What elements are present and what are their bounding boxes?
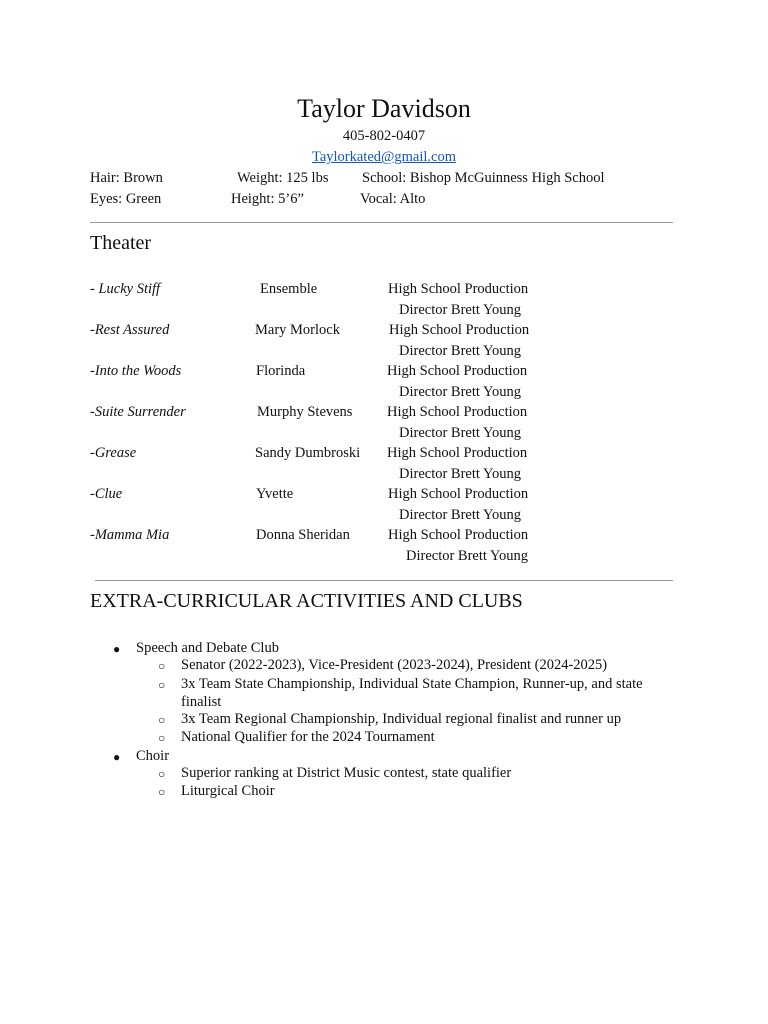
credit-director: Director Brett Young: [399, 384, 522, 400]
credit-role: Mary Morlock: [255, 322, 340, 338]
bullet-icon: ●: [113, 750, 121, 764]
sub-bullet-icon: ○: [158, 731, 166, 745]
credit-director: Director Brett Young: [399, 302, 522, 318]
stat-vocal: Vocal: Alto: [360, 191, 426, 207]
divider-rule: [95, 580, 673, 581]
activity-subitem: Liturgical Choir: [181, 783, 275, 799]
credit-show: - Lucky Stiff: [90, 281, 161, 297]
credit-role: Murphy Stevens: [257, 404, 353, 420]
bullet-icon: ●: [113, 642, 121, 656]
activity-item: Speech and Debate Club: [136, 640, 279, 656]
theater-heading: Theater: [90, 232, 152, 254]
credit-venue: High School Production: [387, 445, 528, 461]
credit-show: -Suite Surrender: [90, 404, 186, 420]
activity-subitem: Senator (2022-2023), Vice-President (2023-2024), President (2024-2025): [181, 657, 608, 673]
stat-eyes: Eyes: Green: [90, 191, 162, 207]
stat-height: Height: 5’6”: [231, 191, 304, 207]
credit-role: Donna Sheridan: [256, 527, 350, 543]
credit-director: Director Brett Young: [399, 507, 522, 523]
activity-subitem: National Qualifier for the 2024 Tournament: [181, 729, 435, 745]
credit-show: -Rest Assured: [90, 322, 170, 338]
sub-bullet-icon: ○: [158, 785, 166, 799]
credit-director: Director Brett Young: [399, 425, 522, 441]
email-line: [0, 149, 768, 166]
activity-subitem: Superior ranking at District Music contest, state qualifier: [181, 765, 512, 781]
sub-bullet-icon: ○: [158, 678, 166, 692]
credit-role: Sandy Dumbroski: [255, 445, 361, 461]
email-link[interactable]: Taylorkated@gmail.com: [311, 149, 456, 165]
activity-item: Choir: [136, 748, 170, 764]
stat-weight: Weight: 125 lbs: [237, 170, 329, 186]
credit-director: Director Brett Young: [406, 548, 529, 564]
credit-venue: High School Production: [387, 404, 528, 420]
credit-venue: High School Production: [388, 527, 529, 543]
credit-show: -Clue: [90, 486, 123, 502]
credit-venue: High School Production: [389, 322, 530, 338]
resume-name: Taylor Davidson: [297, 94, 471, 123]
activity-subitem: 3x Team Regional Championship, Individual regional finalist and runner up: [181, 711, 622, 727]
credit-venue: High School Production: [387, 363, 528, 379]
credit-role: Yvette: [256, 486, 294, 502]
stat-school: School: Bishop McGuinness High School: [362, 170, 605, 186]
divider-rule: [90, 222, 673, 223]
credit-show: -Into the Woods: [90, 363, 182, 379]
activity-subitem: 3x Team State Championship, Individual State Champion, Runner-up, and state: [181, 676, 643, 692]
activities-heading: EXTRA-CURRICULAR ACTIVITIES AND CLUBS: [90, 590, 523, 612]
credit-role: Ensemble: [260, 281, 318, 297]
credit-director: Director Brett Young: [399, 466, 522, 482]
credit-show: -Mamma Mia: [90, 527, 170, 543]
credit-show: -Grease: [90, 445, 137, 461]
credit-director: Director Brett Young: [399, 343, 522, 359]
phone-number: 405-802-0407: [342, 128, 426, 144]
credit-role: Florinda: [256, 363, 306, 379]
activity-subitem-continued: finalist: [181, 694, 222, 710]
credit-venue: High School Production: [388, 281, 529, 297]
credit-venue: High School Production: [388, 486, 529, 502]
sub-bullet-icon: ○: [158, 767, 166, 781]
sub-bullet-icon: ○: [158, 659, 166, 673]
sub-bullet-icon: ○: [158, 713, 166, 727]
stat-hair: Hair: Brown: [90, 170, 163, 186]
